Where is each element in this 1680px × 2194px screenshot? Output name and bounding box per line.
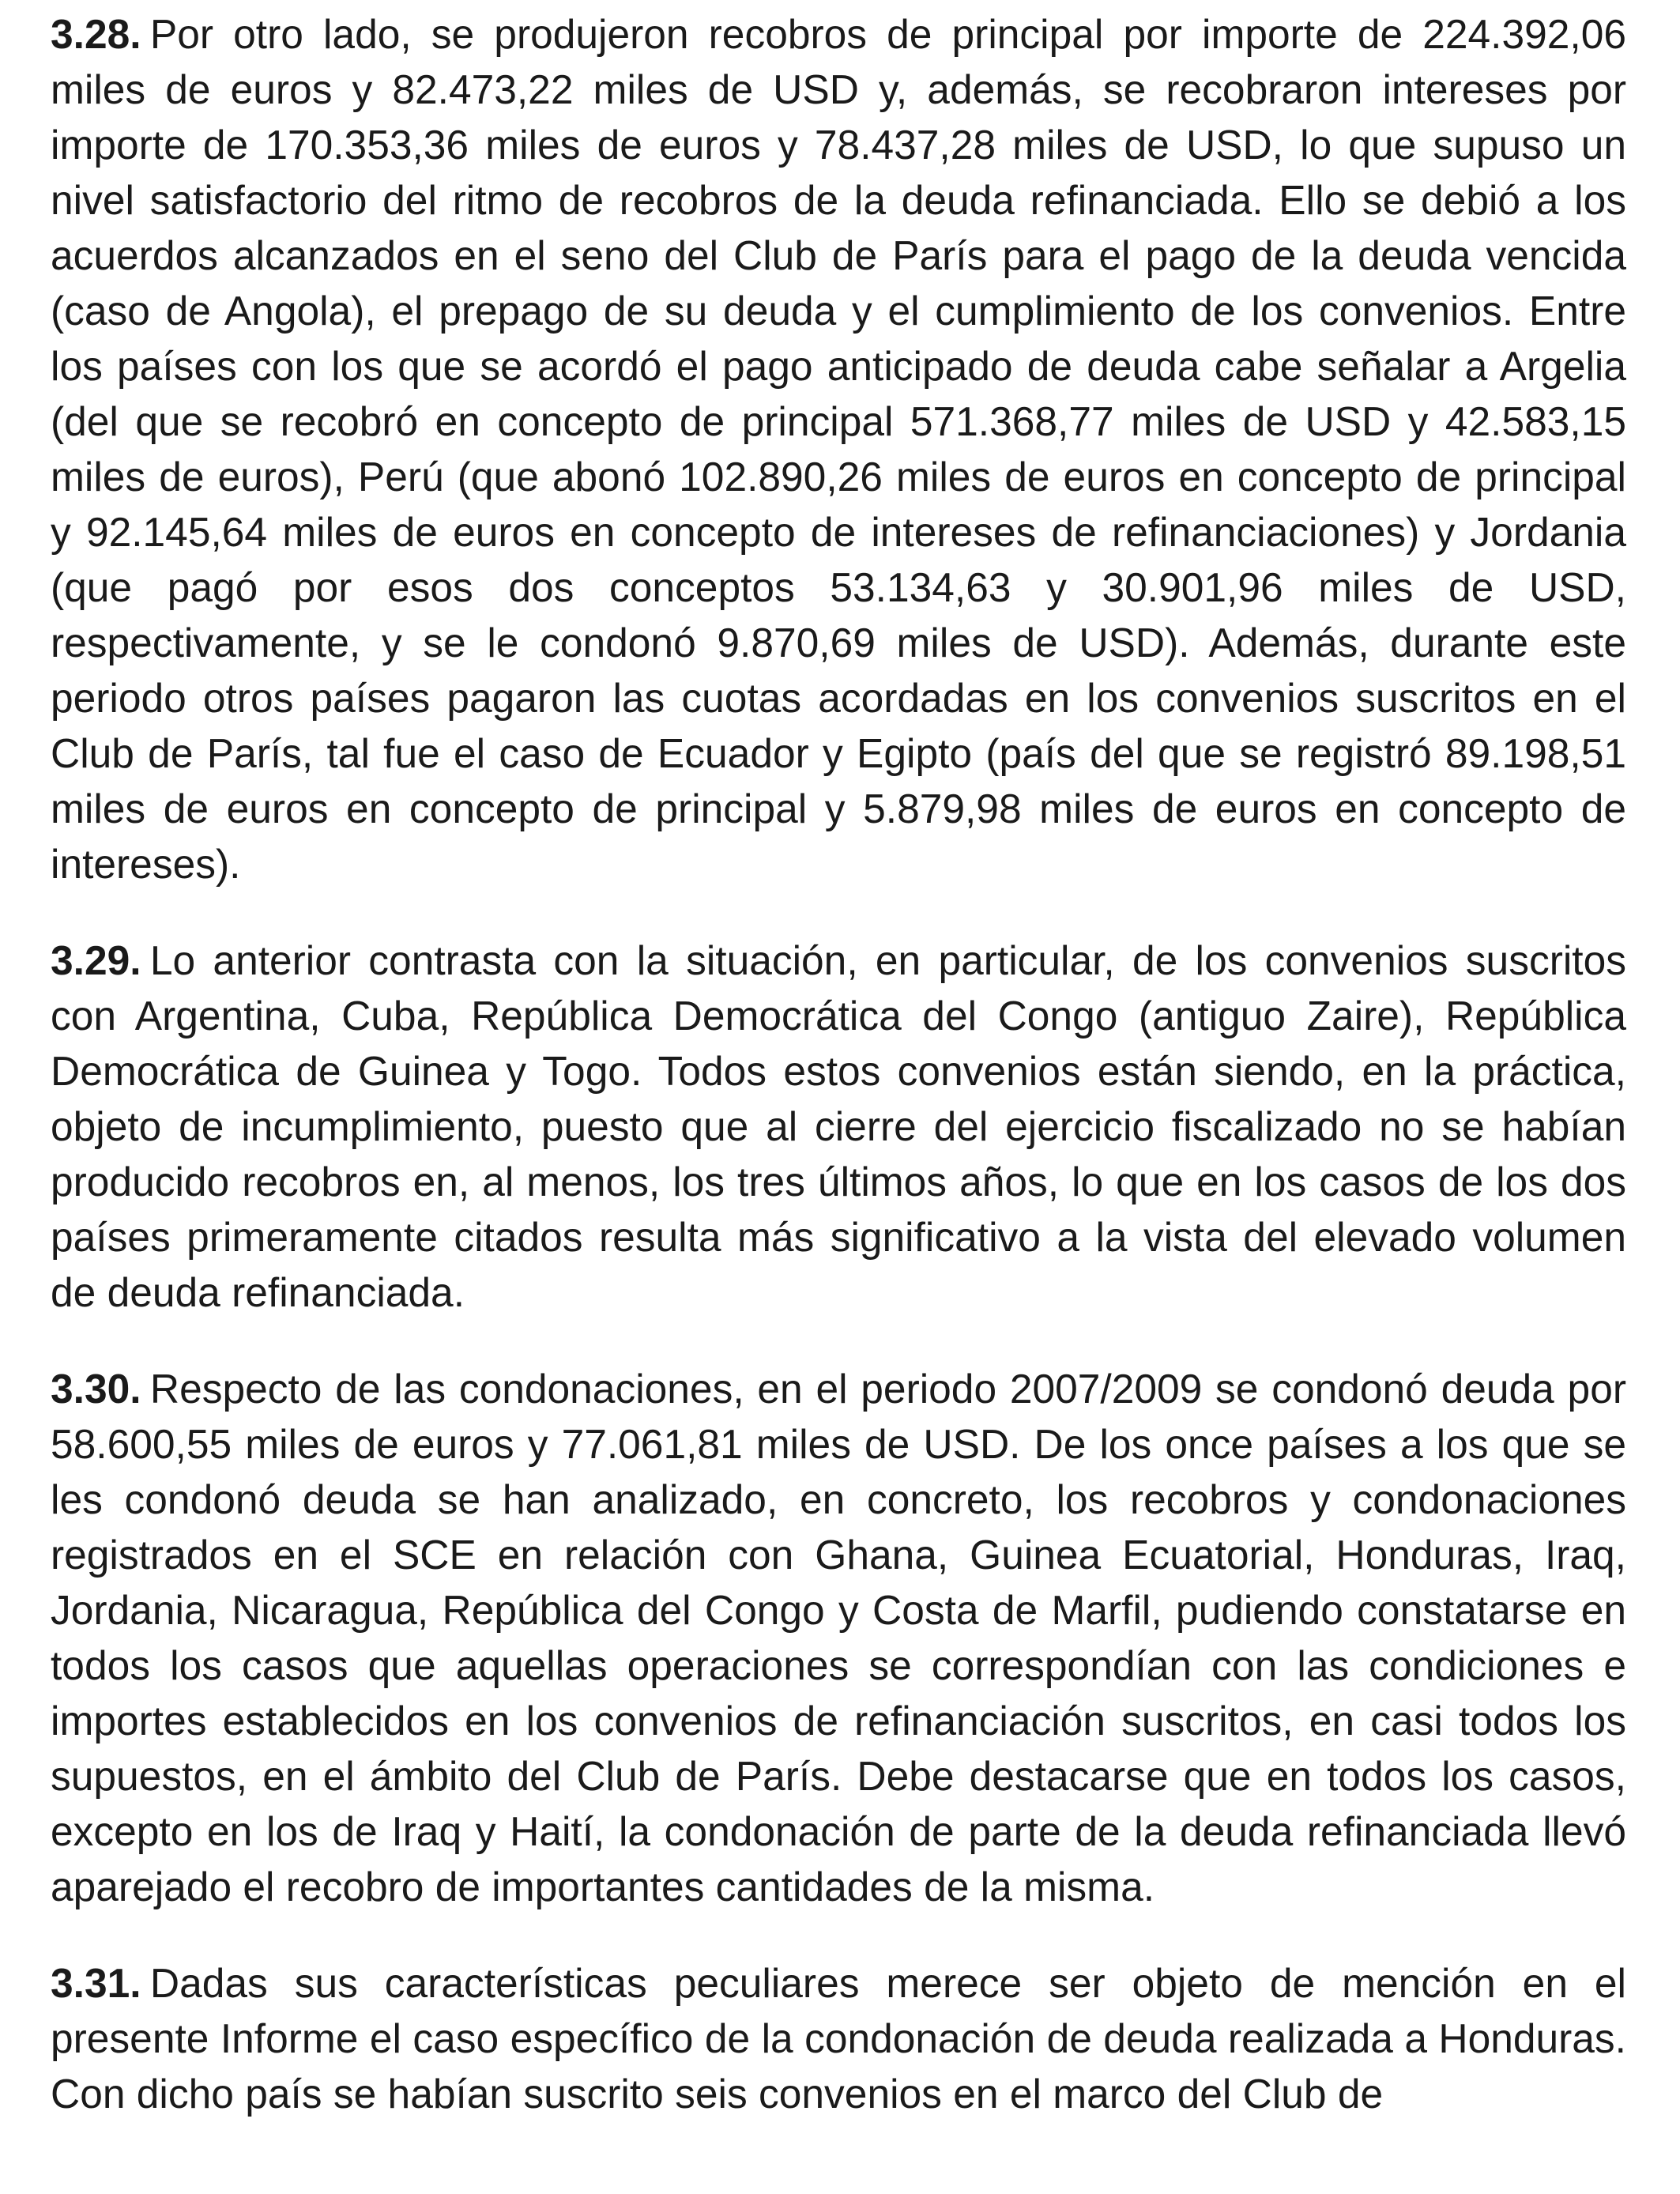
paragraph-3-28 <box>51 6 1626 892</box>
paragraph-number: 3.28. <box>51 11 141 57</box>
paragraph-number: 3.29. <box>51 937 141 983</box>
paragraph-number: 3.31. <box>51 1960 141 2006</box>
paragraph-3-30 <box>51 1361 1626 1914</box>
paragraph-3-29 <box>51 933 1626 1320</box>
paragraph-text: Lo anterior contrasta con la situación, en particular, de los convenios suscritos con Argentina, Cuba, República Democrática del Congo (antiguo Zaire), República Democrática de Guinea y Togo. Todos estos convenios están siendo, en la práctica, objeto de incumplimiento, puesto que al cierre del ejercicio fiscalizado no se habían producido recobros en, al menos, los tres últimos años, lo que en los casos de los dos países primeramente citados resulta más significativo a la vista del elevado volumen de deuda refinanciada. <box>51 937 1626 1315</box>
paragraph-3-31 <box>51 1955 1626 2121</box>
paragraph-number: 3.30. <box>51 1366 141 1412</box>
paragraph-text: Por otro lado, se produjeron recobros de principal por importe de 224.392,06 miles de euros y 82.473,22 miles de USD y, además, se recobraron intereses por importe de 170.353,36 miles de euros y 78.437,28 miles de USD, lo que supuso un nivel satisfactorio del ritmo de recobros de la deuda refinanciada. Ello se debió a los acuerdos alcanzados en el seno del Club de París para el pago de la deuda vencida (caso de Angola), el prepago de su deuda y el cumplimiento de los convenios. Entre los países con los que se acordó el pago anticipado de deuda cabe señalar a Argelia (del que se recobró en concepto de principal 571.368,77 miles de USD y 42.583,15 miles de euros), Perú (que abonó 102.890,26 miles de euros en concepto de principal y 92.145,64 miles de euros en concepto de intereses de refinanciaciones) y Jordania (que pagó por esos dos conceptos 53.134,63 y 30.901,96 miles de USD, respectivamente, y se le condonó 9.870,69 miles de USD). Además, durante este periodo otros países pagaron las cuotas acordadas en los convenios suscritos en el Club de París, tal fue el caso de Ecuador y Egipto (país del que se registró 89.198,51 miles de euros en concepto de principal y 5.879,98 miles de euros en concepto de intereses). <box>51 11 1626 887</box>
paragraph-text: Dadas sus características peculiares merece ser objeto de mención en el presente Informe el caso específico de la condonación de deuda realizada a Honduras. Con dicho país se habían suscrito seis convenios en el marco del Club de <box>51 1960 1626 2117</box>
document-page <box>51 6 1626 2162</box>
paragraph-text: Respecto de las condonaciones, en el periodo 2007/2009 se condonó deuda por 58.600,55 miles de euros y 77.061,81 miles de USD. De los once países a los que se les condonó deuda se han analizado, en concreto, los recobros y condonaciones registrados en el SCE en relación con Ghana, Guinea Ecuatorial, Honduras, Iraq, Jordania, Nicaragua, República del Congo y Costa de Marfil, pudiendo constatarse en todos los casos que aquellas operaciones se correspondían con las condiciones e importes establecidos en los convenios de refinanciación suscritos, en casi todos los supuestos, en el ámbito del Club de París. Debe destacarse que en todos los casos, excepto en los de Iraq y Haití, la condonación de parte de la deuda refinanciada llevó aparejado el recobro de importantes cantidades de la misma. <box>51 1366 1626 1909</box>
